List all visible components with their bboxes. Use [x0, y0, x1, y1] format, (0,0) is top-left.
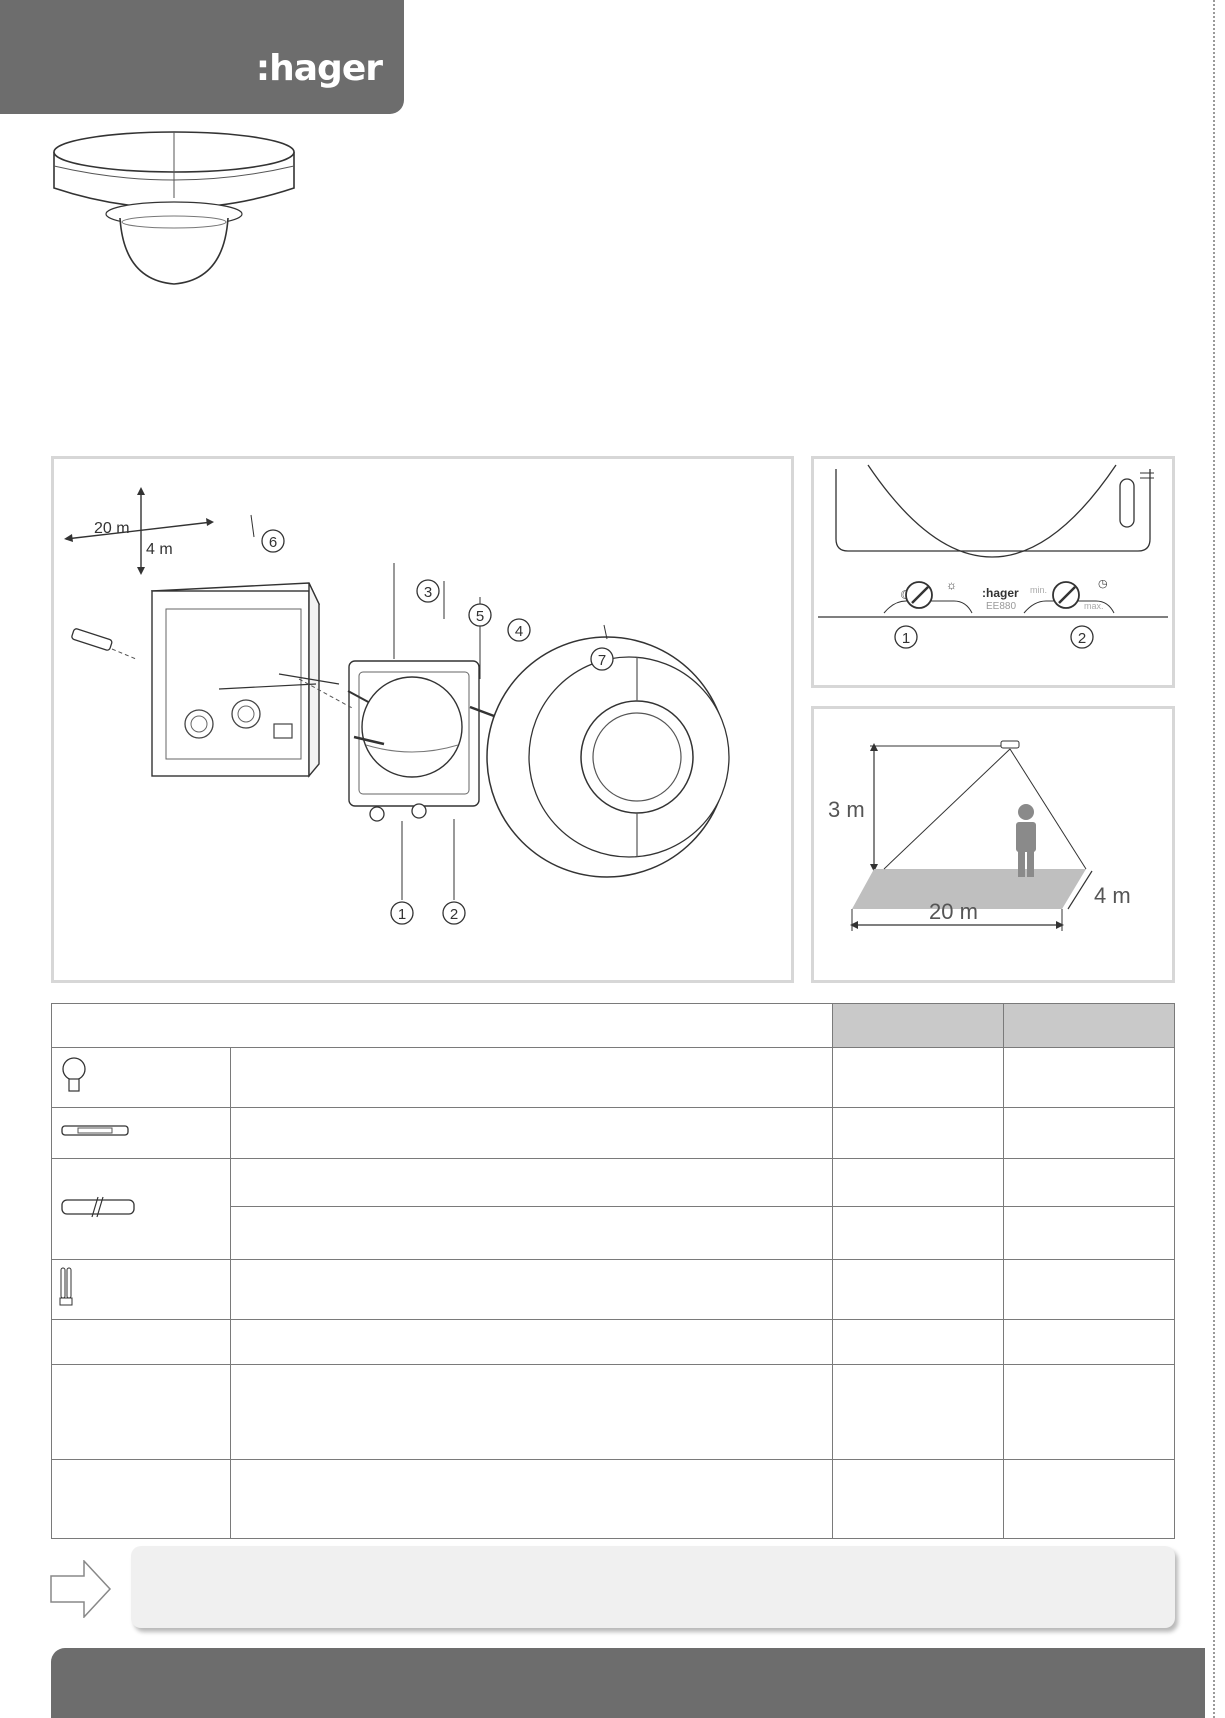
table-cell	[231, 1048, 833, 1108]
table-header-row	[52, 1004, 1175, 1048]
table-cell	[231, 1260, 833, 1320]
coverage-panel	[811, 706, 1175, 983]
callout-7	[591, 648, 613, 670]
table-cell	[1003, 1048, 1174, 1108]
controls-drawing	[814, 459, 1172, 685]
dial-min-label: min.	[1030, 585, 1048, 595]
table-cell	[1003, 1320, 1174, 1365]
table-cell	[231, 1108, 833, 1159]
callout-4	[508, 619, 530, 641]
svg-text:6: 6	[268, 534, 278, 551]
table-icon-cell	[52, 1048, 231, 1108]
timer-dial-icon	[1053, 582, 1079, 608]
sun-icon: ☼	[946, 578, 957, 592]
table-icon-cell	[52, 1159, 231, 1260]
moon-icon: ☾	[900, 588, 911, 602]
potentiometer-2-icon	[412, 804, 426, 818]
table-icon-cell	[52, 1108, 231, 1159]
table-header-cell	[833, 1004, 1003, 1048]
svg-text:1: 1	[901, 630, 911, 647]
table-cell	[833, 1460, 1003, 1539]
note-arrow-icon	[50, 1560, 112, 1618]
fluorescent-tube-icon	[62, 1197, 134, 1217]
table-header-cell	[52, 1004, 833, 1048]
svg-text:1: 1	[397, 906, 407, 923]
range-depth-label: 4 m	[146, 541, 173, 558]
table-row	[52, 1320, 1175, 1365]
dial-max-label: max.	[1084, 601, 1104, 611]
model-label: EE880	[986, 601, 1017, 612]
coverage-width-label: 20 m	[929, 899, 978, 924]
svg-text:5: 5	[475, 608, 485, 625]
product-illustration	[48, 128, 300, 288]
spec-table	[51, 1003, 1175, 1539]
table-cell	[833, 1260, 1003, 1320]
table-row	[52, 1460, 1175, 1539]
table-cell	[833, 1159, 1003, 1207]
controls-panel	[811, 456, 1175, 688]
table-cell	[52, 1365, 231, 1460]
coverage-depth-label: 4 m	[1094, 883, 1131, 908]
table-cell	[833, 1365, 1003, 1460]
wall-plug-icon	[71, 628, 136, 659]
table-cell	[231, 1206, 833, 1259]
controls-brand-label: :hager	[982, 586, 1019, 600]
note-box	[131, 1546, 1175, 1628]
table-icon-cell	[52, 1260, 231, 1320]
table-cell	[52, 1320, 231, 1365]
compact-fluorescent-icon	[60, 1268, 72, 1305]
table-cell	[833, 1320, 1003, 1365]
table-cell	[231, 1159, 833, 1207]
controls-callout-1	[895, 626, 917, 648]
table-cell	[833, 1206, 1003, 1259]
table-cell	[833, 1108, 1003, 1159]
table-cell	[231, 1365, 833, 1460]
potentiometer-1-icon	[370, 807, 384, 821]
table-header-cell	[1003, 1004, 1174, 1048]
mounting-box-icon	[152, 583, 339, 776]
exploded-view-panel	[51, 456, 794, 983]
coverage-drawing	[814, 709, 1172, 980]
callout-6	[262, 530, 284, 552]
table-row	[52, 1260, 1175, 1320]
table-cell	[1003, 1365, 1174, 1460]
table-row	[52, 1159, 1175, 1207]
person-icon	[1016, 804, 1036, 877]
incandescent-bulb-icon	[63, 1058, 85, 1091]
svg-text:2: 2	[1077, 630, 1087, 647]
halogen-tube-icon	[62, 1126, 128, 1135]
cover-icon	[487, 637, 729, 877]
table-cell	[1003, 1108, 1174, 1159]
fold-line	[1213, 0, 1215, 1718]
exploded-view-drawing	[54, 459, 791, 980]
table-cell	[1003, 1206, 1174, 1259]
table-cell	[1003, 1460, 1174, 1539]
footer-bar	[51, 1648, 1205, 1718]
range-width-label: 20 m	[94, 520, 130, 537]
hager-logo: :hager	[255, 48, 382, 89]
callout-5	[469, 604, 491, 626]
clock-icon: ◷	[1098, 578, 1108, 590]
table-cell	[833, 1048, 1003, 1108]
svg-text:2: 2	[449, 906, 459, 923]
svg-text:3: 3	[423, 584, 433, 601]
callout-2	[443, 902, 465, 924]
callout-1	[391, 902, 413, 924]
svg-text:7: 7	[597, 652, 607, 669]
table-cell	[1003, 1260, 1174, 1320]
table-row	[52, 1048, 1175, 1108]
table-cell	[231, 1460, 833, 1539]
table-row	[52, 1108, 1175, 1159]
svg-text:4: 4	[514, 623, 524, 640]
brand-header	[0, 0, 404, 114]
table-cell	[231, 1320, 833, 1365]
callout-3	[417, 580, 439, 602]
table-cell	[1003, 1159, 1174, 1207]
controls-callout-2	[1071, 626, 1093, 648]
coverage-height-label: 3 m	[828, 797, 865, 822]
table-row	[52, 1365, 1175, 1460]
table-cell	[52, 1460, 231, 1539]
